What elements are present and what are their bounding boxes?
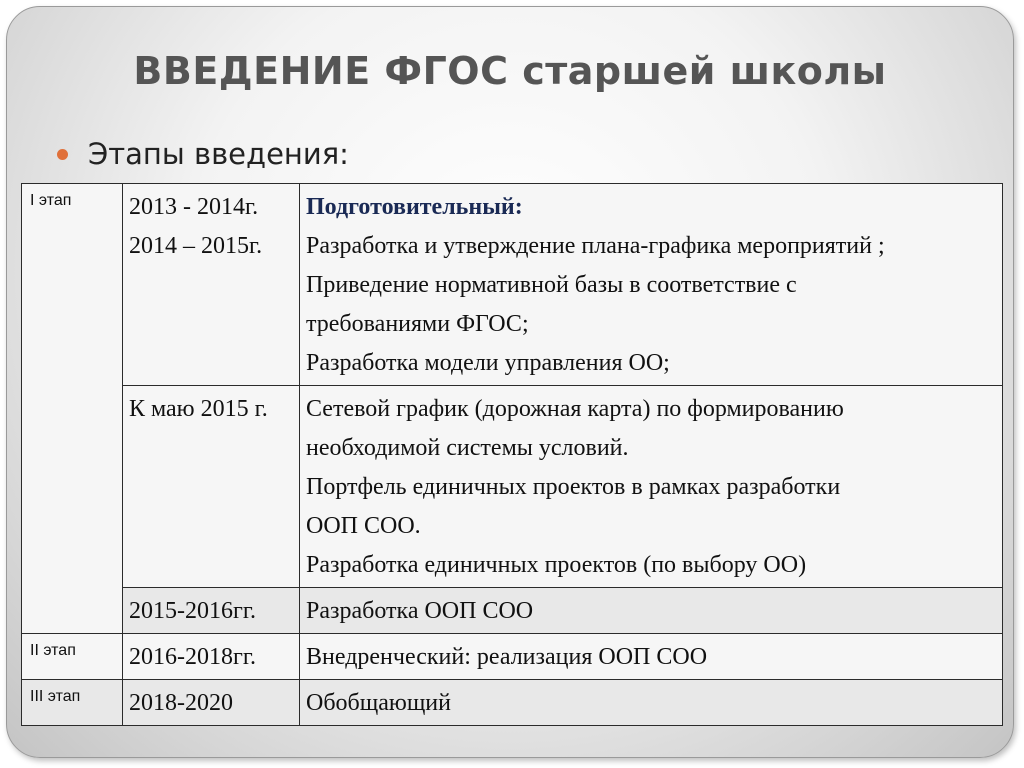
stage-cell: I этап — [22, 184, 123, 634]
description-line: Разработка единичных проектов (по выбору ОО) — [306, 552, 807, 578]
period-line: 2018-2020 — [129, 690, 233, 716]
bullet-dot-icon — [57, 149, 68, 160]
description-line: ООП СОО. — [306, 513, 421, 539]
period-line: К маю 2015 г. — [129, 396, 268, 422]
description-cell — [300, 386, 1003, 588]
description-line: Разработка и утверждение плана-графика мероприятий ; — [306, 233, 885, 259]
slide — [6, 6, 1014, 758]
description-line: Внедренческий: реализация ООП СОО — [306, 644, 708, 670]
description-line: Сетевой график (дорожная карта) по формированию — [306, 396, 844, 422]
description-line: Портфель единичных проектов в рамках разработки — [306, 474, 841, 500]
stages-table — [21, 183, 1003, 726]
period-line: 2013 - 2014г. — [129, 194, 259, 220]
period-cell — [123, 184, 300, 386]
table-row — [22, 386, 1003, 588]
period-cell — [123, 386, 300, 588]
period-line: 2015-2016гг. — [129, 598, 256, 624]
period-cell — [123, 680, 300, 726]
bullet-text: Этапы введения: — [88, 137, 349, 171]
bullet-item — [57, 137, 349, 171]
stage-cell: III этап — [22, 680, 123, 726]
table-row — [22, 680, 1003, 726]
description-line: Разработка модели управления ОО; — [306, 350, 670, 376]
description-cell — [300, 184, 1003, 386]
stage-cell: II этап — [22, 634, 123, 680]
description-cell — [300, 588, 1003, 634]
table-row — [22, 634, 1003, 680]
period-line: 2016-2018гг. — [129, 644, 256, 670]
period-line: 2014 – 2015г. — [129, 233, 263, 259]
slide-title: ВВЕДЕНИЕ ФГОС старшей школы — [133, 49, 887, 93]
description-line: Обобщающий — [306, 690, 451, 716]
description-line: Приведение нормативной базы в соответствие с — [306, 272, 797, 298]
description-cell — [300, 680, 1003, 726]
period-cell — [123, 634, 300, 680]
period-cell — [123, 588, 300, 634]
description-line: Разработка ООП СОО — [306, 598, 534, 624]
description-line: необходимой системы условий. — [306, 435, 629, 461]
table-row — [22, 588, 1003, 634]
description-line: требованиями ФГОС; — [306, 311, 529, 337]
description-cell — [300, 634, 1003, 680]
table-row — [22, 184, 1003, 386]
stage-heading: Подготовительный: — [306, 194, 523, 220]
